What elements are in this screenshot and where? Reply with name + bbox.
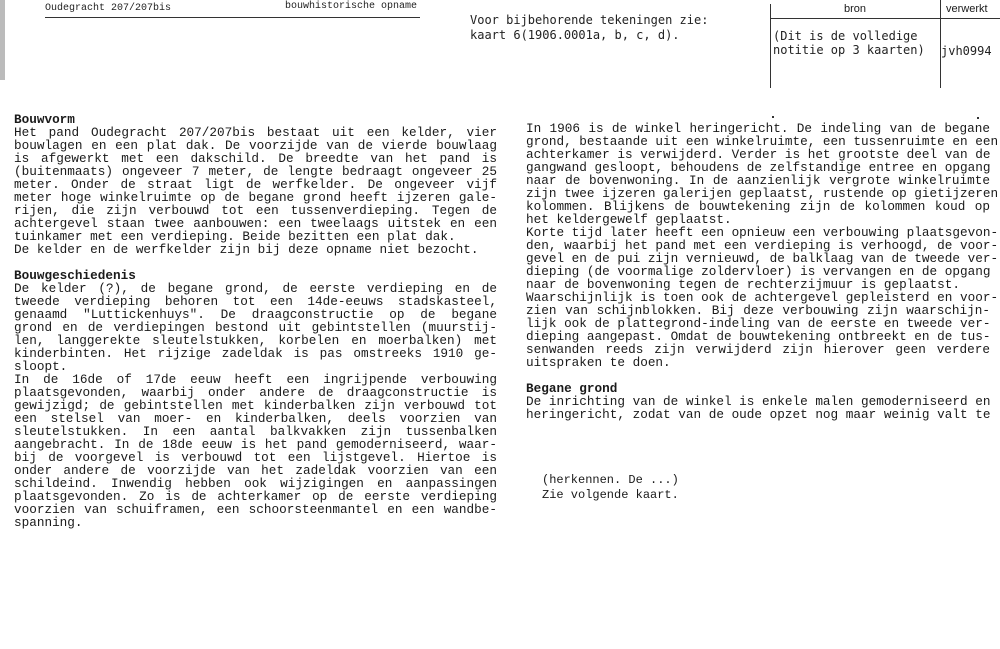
text-line: onder andere de voorzijde van het zadeldak voorzien van een xyxy=(14,463,497,478)
footnote-line: Zie volgende kaart. xyxy=(542,488,679,502)
footnote-line: (herkennen. De ...) xyxy=(542,473,679,487)
drawings-note xyxy=(470,13,708,43)
text-line: gewijzigd; de gebintstellen met kinderbalken zijn verbouwd tot xyxy=(14,398,497,413)
text-line: tweede verdieping behoren tot een 14de-eeuws stadskasteel, xyxy=(14,294,497,309)
col-header-verwerkt: verwerkt xyxy=(946,3,988,15)
text-line: sleutelstukken. In een aantal balkvakken zijn tussenbalken xyxy=(14,424,497,439)
text-line: kinderbinten. Het rijzige zadeldak is pas omstreeks 1910 ge- xyxy=(14,346,497,361)
text-line: In 1906 is de winkel heringericht. De indeling van de begane xyxy=(526,121,990,136)
text-line: heringericht, zodat van de oude opzet nog maar weinig valt te xyxy=(526,407,991,422)
section-heading-bouwgeschiedenis: Bouwgeschiedenis xyxy=(14,268,136,283)
text-line: den, waarbij het pand met een verdieping is verhoogd, de voor- xyxy=(526,238,999,253)
text-line: het keldergewelf geplaatst. xyxy=(526,212,732,227)
text-line: In de 16de of 17de eeuw heeft een ingrijpende verbouwing xyxy=(14,372,497,387)
text-line: De kelder (?), de begane grond, de eerste verdieping en de xyxy=(14,281,497,296)
text-line: aangebracht. In de 18de eeuw is het pand gemoderniseerd, waar- xyxy=(14,437,497,452)
text-line: bij de voorgevel is verbouwd tot een lijstgevel. Hiertoe is xyxy=(14,450,497,465)
text-line: sloopt. xyxy=(14,359,68,374)
text-line: spanning. xyxy=(14,515,83,530)
text-line: len, langgerekte sleutelstukken, korbelen en moerbalken) met xyxy=(14,333,497,348)
drawings-note-line: kaart 6(1906.0001a, b, c, d). xyxy=(470,28,680,42)
bron-note-line: (Dit is de volledige xyxy=(773,29,918,43)
scan-speck xyxy=(977,117,979,119)
text-line: rijen, die zijn verbouwd tot een tussenverdieping. Tegen de xyxy=(14,203,497,218)
text-line: voorzien van schuiframen, een schoorsteenmantel en een wandbe- xyxy=(14,502,497,517)
bouwgeschiedenis-text xyxy=(14,282,497,529)
bron-note-line: notitie op 3 kaarten) xyxy=(773,43,925,57)
text-line: dieping (de voormalige zoldervloer) is vervangen en de opgang xyxy=(526,264,991,279)
text-line: grond, bestaande uit een winkelruimte, een tussenruimte en een xyxy=(526,134,999,149)
text-line: dieping aangepast. Omdat de bouwtekening ontbreekt en de tus- xyxy=(526,329,991,344)
continuation-text xyxy=(526,121,999,370)
verwerkt-value: jvh0994 xyxy=(941,44,992,58)
text-line: kolommen. Blijkens de bouwtekening zijn de kolommen koud op xyxy=(526,199,990,214)
header-address: Oudegracht 207/207bis xyxy=(45,3,172,14)
left-column xyxy=(14,113,497,529)
header-underline xyxy=(45,17,420,18)
text-line: gevel en de pui zijn vernieuwd, de balklaag van de tweede ver- xyxy=(526,251,999,266)
text-line: naar de bovenwoning tegen de rechterzijmuur is geplaatst. xyxy=(526,277,960,292)
text-line: plaatsgevonden, waarbij onder andere de draagconstructie is xyxy=(14,385,497,400)
table-divider-left xyxy=(770,4,771,88)
bron-note xyxy=(773,29,925,57)
col-header-bron: bron xyxy=(843,3,867,15)
text-line: Korte tijd later heeft een opnieuw een verbouwing plaatsgevon- xyxy=(526,225,999,240)
drawings-note-line: Voor bijbehorende tekeningen zie: xyxy=(470,13,709,27)
text-line: De inrichting van de winkel is enkele malen gemoderniseerd en xyxy=(526,394,991,409)
header-type: bouwhistorische opname xyxy=(285,1,418,12)
text-line: zijn twee ijzeren galerijen geplaatst, rustende op gietijzeren xyxy=(526,186,999,201)
text-line: Het pand Oudegracht 207/207bis bestaat uit een kelder, vier xyxy=(14,125,497,140)
bouwvorm-text xyxy=(14,126,497,256)
text-line: senwanden reeds zijn verwijderd zijn hierover geen verdere xyxy=(526,342,990,357)
text-line: zien van schijnblokken. Bij deze verbouwing zijn waarschijn- xyxy=(526,303,990,318)
text-line: grond en de verdiepingen bestond uit gebintstellen (muurstij- xyxy=(14,320,497,335)
text-line: meter hoge winkelruimte op de begane grond heeft ijzeren gale- xyxy=(14,190,497,205)
section-heading-bouwvorm: Bouwvorm xyxy=(14,112,75,127)
text-line: achtergevel staan twee aanbouwen: een tweelaags uitstek en een xyxy=(14,216,497,231)
text-line: achterkamer is verwijderd. Verder is het grootste deel van de xyxy=(526,147,991,162)
text-line: tuinkamer met een verdieping. Beide bezitten een plat dak. xyxy=(14,229,456,244)
text-line: naar de bovenwoning. In de aanzienlijk vergrote winkelruimte xyxy=(526,173,990,188)
text-line: gangwand gesloopt, behoudens de zelfstandige entree en opgang xyxy=(526,160,991,175)
table-header-rule xyxy=(770,18,1000,19)
text-line: genaamd "Luttickenhuys". De draagconstructie op de begane xyxy=(14,307,497,322)
text-line: uitspraken te doen. xyxy=(526,355,671,370)
scan-edge xyxy=(0,0,5,80)
text-line: De kelder en de werfkelder zijn bij deze opname niet bezocht. xyxy=(14,242,479,257)
text-line: lijk ook de plattegrond-indeling van de eerste en tweede ver- xyxy=(526,316,991,331)
text-line: schildeind. Inwendig hebben ook wijzigingen en aanpassingen xyxy=(14,476,497,491)
text-line: een stelsel van moer- en kinderbalken, deels voorzien van xyxy=(14,411,497,426)
scan-speck xyxy=(772,116,774,118)
text-line: Waarschijnlijk is toen ook de achtergevel gepleisterd en voor- xyxy=(526,290,999,305)
text-line: is afgewerkt met een dakschild. De breedte van het pand is xyxy=(14,151,497,166)
text-line: (buitenmaats) ongeveer 7 meter, de lengte bedraagt ongeveer 25 xyxy=(14,164,497,179)
footnote xyxy=(542,473,679,503)
text-line: plaatsgevonden. Zo is de achterkamer op de eerste verdieping xyxy=(14,489,497,504)
right-column xyxy=(526,121,999,422)
begane-grond-text xyxy=(526,395,990,421)
text-line: bouwlagen en een plat dak. De voorzijde van de vierde bouwlaag xyxy=(14,138,497,153)
section-heading-begane-grond: Begane grond xyxy=(526,381,618,396)
text-line: meter. Onder de straat ligt de werfkelder. De ongeveer vijf xyxy=(14,177,497,192)
